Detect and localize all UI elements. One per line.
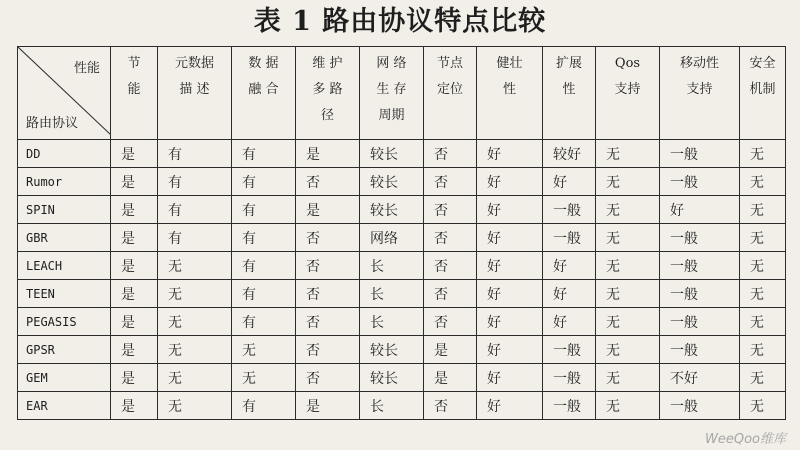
table-cell: 是 (296, 140, 360, 168)
column-header (660, 47, 740, 140)
table-cell: 是 (111, 168, 158, 196)
column-header-line: 生 存 (376, 82, 407, 97)
column-header-line: 节点 (436, 56, 463, 71)
table-cell: 有 (232, 140, 296, 168)
table-cell: 是 (296, 196, 360, 224)
table-cell: 无 (740, 252, 786, 280)
protocol-name-cell: EAR (18, 392, 111, 420)
table-cell: 好 (543, 252, 596, 280)
table-cell: 好 (660, 196, 740, 224)
table-cell: 无 (740, 196, 786, 224)
table-cell: 无 (232, 336, 296, 364)
table-cell: 有 (232, 392, 296, 420)
table-cell: 长 (360, 280, 424, 308)
column-header-line: 移动性 (679, 56, 719, 71)
table-cell: 较长 (360, 168, 424, 196)
table-cell: 长 (360, 308, 424, 336)
table-row (18, 196, 786, 224)
column-header (424, 47, 477, 140)
column-header (543, 47, 596, 140)
table-cell: 一般 (660, 392, 740, 420)
table-cell: 一般 (543, 196, 596, 224)
table-cell: 是 (111, 364, 158, 392)
table-cell: 是 (111, 252, 158, 280)
column-header (360, 47, 424, 140)
table-cell: 好 (477, 168, 543, 196)
table-cell: 是 (424, 336, 477, 364)
table-cell: 无 (158, 308, 232, 336)
column-header-line: 网 络 (376, 56, 407, 71)
table-cell: 一般 (543, 392, 596, 420)
table-cell: 否 (296, 336, 360, 364)
table-cell: 好 (477, 364, 543, 392)
table-cell: 好 (543, 168, 596, 196)
protocol-name-cell: DD (18, 140, 111, 168)
table-cell: 否 (296, 168, 360, 196)
table-title: 表 1 路由协议特点比较 (253, 6, 547, 37)
table-cell: 无 (596, 140, 660, 168)
table-cell: 好 (477, 308, 543, 336)
table-cell: 无 (596, 336, 660, 364)
protocol-name-cell: TEEN (18, 280, 111, 308)
column-header-line: 安全 (749, 56, 776, 71)
table-cell: 一般 (543, 336, 596, 364)
table-cell: 一般 (660, 140, 740, 168)
table-cell: 否 (296, 252, 360, 280)
table-cell: 不好 (660, 364, 740, 392)
column-header-line: 元数据 (174, 56, 214, 71)
table-cell: 否 (424, 308, 477, 336)
table-cell: 一般 (660, 252, 740, 280)
table-cell: 有 (232, 224, 296, 252)
table-cell: 无 (740, 308, 786, 336)
table-cell: 无 (158, 336, 232, 364)
table-cell: 较长 (360, 140, 424, 168)
column-header-line: 支持 (686, 82, 713, 97)
column-header-line: 性 (502, 82, 516, 97)
table-cell: 好 (543, 280, 596, 308)
table-row (18, 336, 786, 364)
column-header-line: 能 (127, 82, 141, 97)
table-row (18, 364, 786, 392)
column-header-line: 机制 (749, 82, 776, 97)
table-cell: 好 (477, 280, 543, 308)
table-cell: 好 (477, 392, 543, 420)
table-cell: 较长 (360, 336, 424, 364)
column-header-line: 径 (320, 108, 334, 123)
table-cell: 有 (158, 196, 232, 224)
table-cell: 否 (296, 280, 360, 308)
table-cell: 无 (232, 364, 296, 392)
table-cell: 无 (740, 336, 786, 364)
table-cell: 无 (740, 392, 786, 420)
corner-label-bottom: 路由协议 (26, 116, 79, 131)
table-cell: 一般 (660, 336, 740, 364)
column-header-line: 周期 (378, 108, 405, 123)
table-cell: 有 (232, 252, 296, 280)
column-header-line: 性 (562, 82, 576, 97)
protocol-name-cell: GPSR (18, 336, 111, 364)
table-cell: 否 (424, 140, 477, 168)
table-row (18, 252, 786, 280)
table-cell: 无 (158, 392, 232, 420)
table-cell: 一般 (660, 280, 740, 308)
table-cell: 是 (111, 280, 158, 308)
column-header-line: 多 路 (312, 82, 343, 97)
table-cell: 否 (424, 280, 477, 308)
table-cell: 一般 (660, 224, 740, 252)
table-cell: 无 (596, 224, 660, 252)
table-cell: 有 (232, 308, 296, 336)
table-cell: 无 (596, 308, 660, 336)
table-cell: 较好 (543, 140, 596, 168)
table-cell: 无 (740, 224, 786, 252)
corner-label-top: 性能 (73, 61, 100, 76)
table-cell: 无 (158, 364, 232, 392)
table-cell: 是 (111, 140, 158, 168)
table-row (18, 140, 786, 168)
table-cell: 是 (111, 196, 158, 224)
table-cell: 是 (111, 392, 158, 420)
column-header (477, 47, 543, 140)
table-cell: 否 (296, 364, 360, 392)
table-cell: 否 (296, 308, 360, 336)
table-cell: 好 (477, 140, 543, 168)
corner-header-cell (18, 47, 111, 140)
table-cell: 是 (111, 224, 158, 252)
protocol-name-cell: GBR (18, 224, 111, 252)
protocol-name-cell: GEM (18, 364, 111, 392)
protocol-name-cell: SPIN (18, 196, 111, 224)
table-cell: 无 (740, 280, 786, 308)
table-cell: 无 (596, 252, 660, 280)
table-cell: 无 (596, 364, 660, 392)
table-cell: 无 (596, 168, 660, 196)
table-cell: 网络 (360, 224, 424, 252)
column-header-line: 节 (127, 56, 141, 71)
table-cell: 长 (360, 392, 424, 420)
column-header (596, 47, 660, 140)
table-cell: 一般 (660, 308, 740, 336)
table-cell: 有 (158, 140, 232, 168)
header-row (18, 47, 786, 140)
column-header (111, 47, 158, 140)
column-header-line: 支持 (614, 82, 641, 97)
table-cell: 好 (477, 224, 543, 252)
column-header-line: 定位 (436, 82, 463, 97)
protocol-name-cell: LEACH (18, 252, 111, 280)
column-header (296, 47, 360, 140)
table-row (18, 280, 786, 308)
protocol-name-cell: PEGASIS (18, 308, 111, 336)
table-row (18, 168, 786, 196)
table-cell: 好 (543, 308, 596, 336)
table-cell: 有 (232, 280, 296, 308)
table-cell: 好 (477, 336, 543, 364)
table-cell: 无 (596, 392, 660, 420)
column-header (232, 47, 296, 140)
table-cell: 有 (232, 168, 296, 196)
table-cell: 无 (158, 252, 232, 280)
table-cell: 长 (360, 252, 424, 280)
table-cell: 是 (111, 308, 158, 336)
table-cell: 无 (596, 196, 660, 224)
table-cell: 是 (424, 364, 477, 392)
table-cell: 无 (740, 168, 786, 196)
table-cell: 较长 (360, 364, 424, 392)
table-cell: 一般 (543, 224, 596, 252)
table-cell: 好 (477, 196, 543, 224)
table-cell: 是 (111, 336, 158, 364)
table-cell: 好 (477, 252, 543, 280)
watermark: WeeQoo维库 (705, 432, 786, 447)
table-row (18, 224, 786, 252)
column-header-line: 扩展 (555, 56, 582, 71)
table-cell: 有 (232, 196, 296, 224)
table-body (18, 140, 786, 420)
table-cell: 否 (424, 168, 477, 196)
column-header-line: 数 据 (248, 56, 279, 71)
column-header-line: 健壮 (496, 56, 523, 71)
table-cell: 是 (296, 392, 360, 420)
protocol-name-cell: Rumor (18, 168, 111, 196)
column-header-line: 融 合 (248, 82, 279, 97)
table-cell: 一般 (660, 168, 740, 196)
column-header (740, 47, 786, 140)
table-cell: 无 (158, 280, 232, 308)
table-cell: 无 (740, 140, 786, 168)
table-cell: 有 (158, 224, 232, 252)
table-cell: 否 (424, 196, 477, 224)
table-cell: 否 (424, 252, 477, 280)
table-cell: 一般 (543, 364, 596, 392)
table-cell: 无 (740, 364, 786, 392)
table-cell: 有 (158, 168, 232, 196)
table-row (18, 392, 786, 420)
table-cell: 否 (296, 224, 360, 252)
table-cell: 较长 (360, 196, 424, 224)
table-cell: 无 (596, 280, 660, 308)
table-cell: 否 (424, 392, 477, 420)
table-row (18, 308, 786, 336)
column-header-line: Qos (614, 56, 641, 71)
column-header-line: 描 述 (179, 82, 210, 97)
routing-protocol-comparison-table (17, 46, 786, 420)
column-header (158, 47, 232, 140)
table-cell: 否 (424, 224, 477, 252)
column-header-line: 维 护 (312, 56, 343, 71)
